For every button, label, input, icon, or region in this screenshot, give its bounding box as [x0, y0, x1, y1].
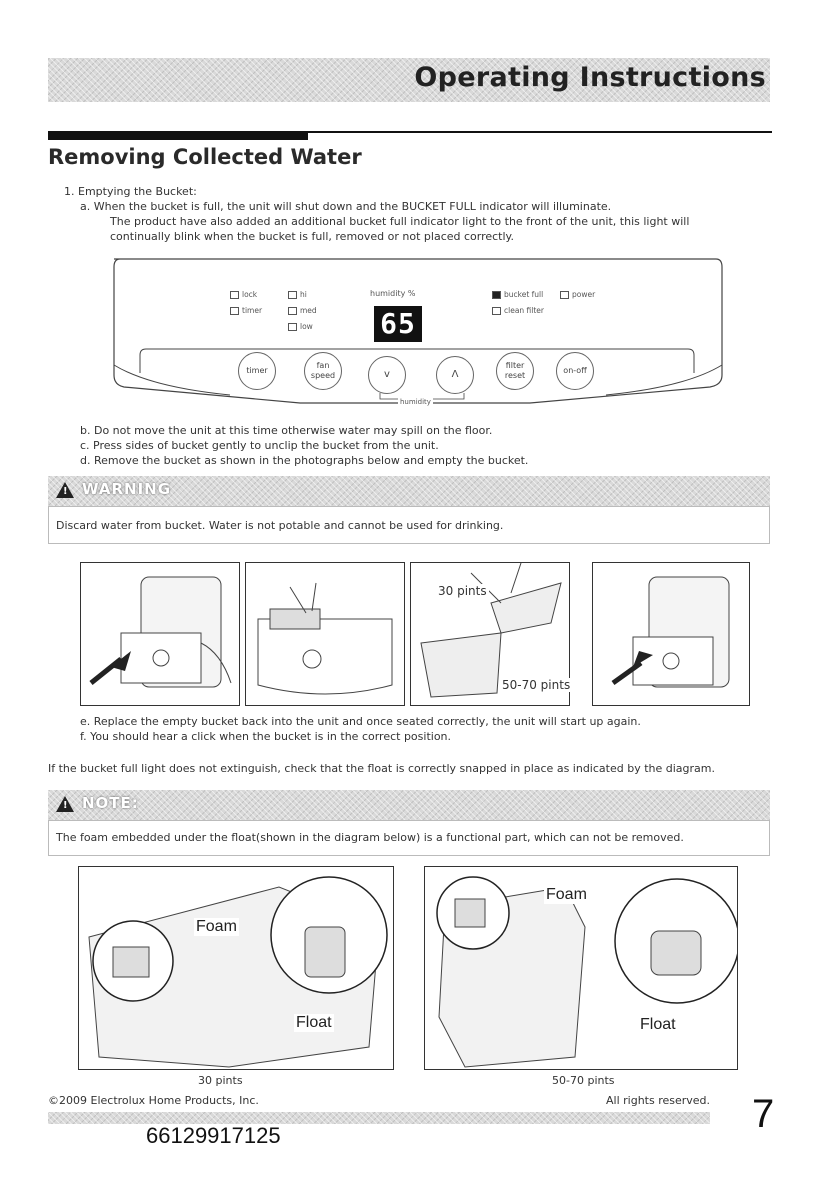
diagram-left-foam-label: Foam: [196, 918, 237, 935]
warning-text: Discard water from bucket. Water is not potable and cannot be used for drinking.: [56, 519, 504, 532]
warning-icon-mark: !: [63, 486, 68, 497]
diagram-right-caption: 50-70 pints: [552, 1074, 615, 1087]
note-icon-mark: !: [63, 800, 68, 811]
step-b: b. Do not move the unit at this time otherwise water may spill on the floor.: [80, 424, 493, 437]
note-header-band: [48, 790, 770, 820]
photo-remove-bucket-2: [592, 562, 750, 706]
indicator-bucket-full: bucket full: [492, 290, 543, 299]
header-title: Operating Instructions: [414, 62, 766, 93]
step-1a-cont2: continually blink when the bucket is full, removed or not placed correctly.: [110, 230, 514, 243]
on-off-button: on-off: [556, 352, 594, 390]
step-c: c. Press sides of bucket gently to unclip the bucket from the unit.: [80, 439, 439, 452]
step-1a: a. When the bucket is full, the unit will shut down and the BUCKET FULL indicator will illuminate.: [80, 200, 612, 213]
step-e: e. Replace the empty bucket back into the unit and once seated correctly, the unit will start up again.: [80, 715, 641, 728]
diagram-30-pints: [78, 866, 394, 1070]
indicator-clean-filter: clean filter: [492, 306, 544, 315]
header-rule-thick: [48, 131, 308, 140]
photo-remove-bucket-1: [80, 562, 240, 706]
note-heading: NOTE:: [82, 794, 139, 812]
step-d: d. Remove the bucket as shown in the photographs below and empty the bucket.: [80, 454, 529, 467]
part-number: 66129917125: [146, 1123, 281, 1148]
humidity-up-button: Λ: [436, 356, 474, 394]
section-title: Removing Collected Water: [48, 145, 362, 169]
filter-reset-button: filter reset: [496, 352, 534, 390]
warning-heading: WARNING: [82, 480, 172, 498]
step-1a-cont1: The product have also added an additional bucket full indicator light to the front of the unit, this light will: [110, 215, 690, 228]
timer-button: timer: [238, 352, 276, 390]
humidity-bracket-label: humidity: [400, 398, 431, 406]
photo-label-50-70-pints: 50-70 pints: [502, 678, 571, 692]
indicator-med: med: [288, 306, 317, 315]
humidity-percent-label: humidity %: [370, 289, 416, 298]
diagram-right-float-label: Float: [640, 1016, 676, 1033]
fan-speed-button: fan speed: [304, 352, 342, 390]
humidity-down-button: v: [368, 356, 406, 394]
step-f: f. You should hear a click when the bucket is in the correct position.: [80, 730, 452, 743]
note-text: The foam embedded under the float(shown in the diagram below) is a functional part, which can not be removed.: [56, 831, 684, 844]
humidity-display: 65: [374, 306, 422, 342]
photo-bucket: [245, 562, 405, 706]
indicator-low: low: [288, 322, 313, 331]
indicator-hi: hi: [288, 290, 307, 299]
rights-reserved: All rights reserved.: [606, 1094, 711, 1107]
float-check-note: If the bucket full light does not extinguish, check that the float is correctly snapped in place as indicated by the diagram.: [48, 762, 715, 775]
diagram-left-float-label: Float: [296, 1014, 332, 1031]
photo-label-30-pints: 30 pints: [438, 584, 487, 598]
diagram-left-caption: 30 pints: [198, 1074, 243, 1087]
indicator-lock: lock: [230, 290, 257, 299]
indicator-timer: timer: [230, 306, 262, 315]
step-1: 1. Emptying the Bucket:: [64, 185, 197, 198]
diagram-right-foam-label: Foam: [546, 886, 587, 903]
page-number: 7: [752, 1092, 775, 1136]
indicator-power: power: [560, 290, 595, 299]
copyright: ©2009 Electrolux Home Products, Inc.: [48, 1094, 259, 1107]
